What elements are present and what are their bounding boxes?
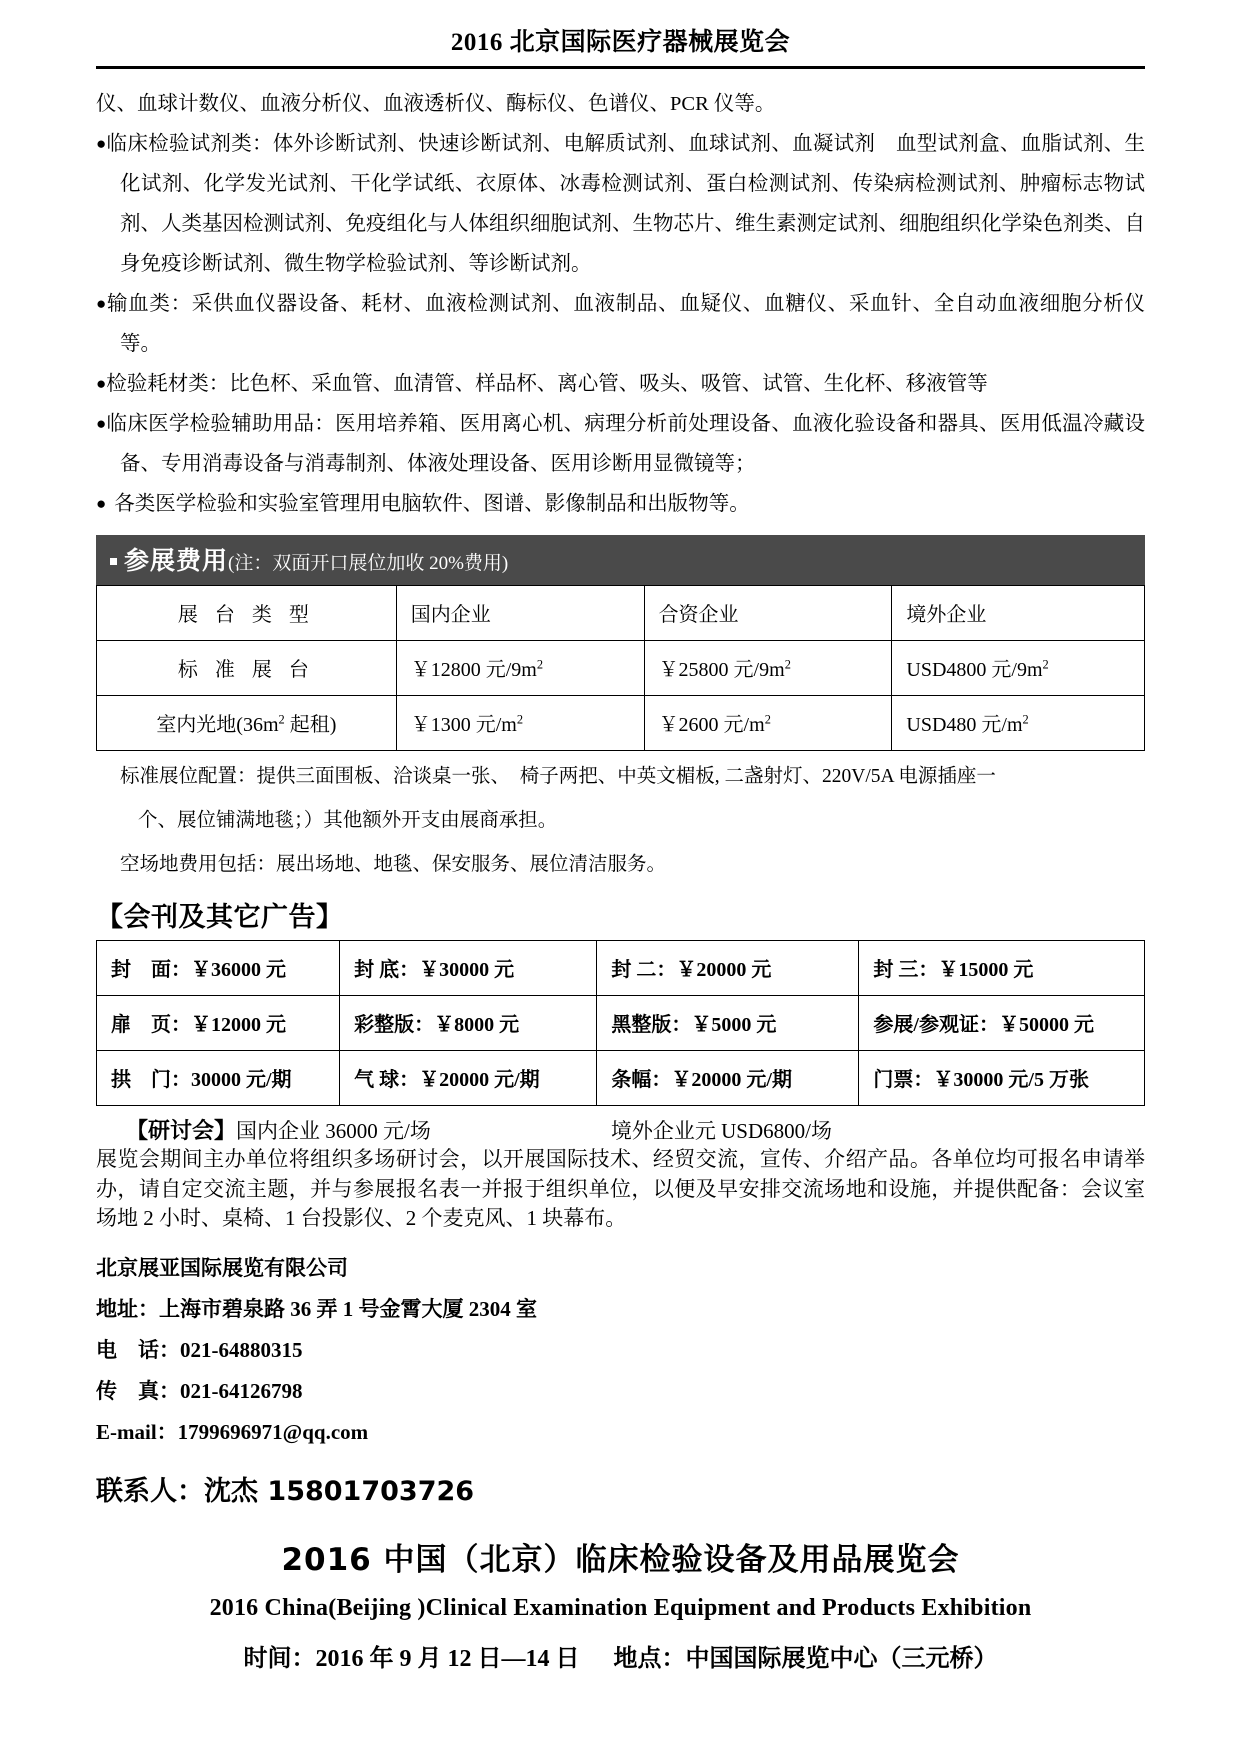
phone-label: 电 话： xyxy=(96,1338,180,1363)
address-label: 地址： xyxy=(96,1297,159,1322)
cell-superscript: 2 xyxy=(764,712,771,727)
bullet-marker-icon: ● xyxy=(96,133,107,153)
col-header-joint: 合资企业 xyxy=(644,585,892,640)
date-label: 时间： xyxy=(243,1645,316,1672)
footer-date-place xyxy=(96,1638,1145,1673)
fax-label: 传 真： xyxy=(96,1379,180,1404)
cell-ad-arch: 拱 门：30000 元/期 xyxy=(97,1050,340,1105)
continuation-line xyxy=(96,85,1145,125)
cell-superscript: 2 xyxy=(1022,712,1029,727)
document-header xyxy=(96,0,1145,58)
col-header-domestic: 国内企业 xyxy=(396,585,644,640)
table-row xyxy=(97,995,1145,1050)
bullet-marker-icon: ● xyxy=(96,293,107,313)
cell-booth-type-standard xyxy=(97,640,397,695)
bullet-marker-icon: ● xyxy=(96,493,115,513)
seminar-domestic-price: 国内企业 36000 元/场 xyxy=(236,1118,431,1143)
bullet-item-reagents xyxy=(96,125,1145,285)
continuation-text: 仪、血球计数仪、血液分析仪、血液透析仪、酶标仪、色谱仪、PCR 仪等。 xyxy=(96,93,776,115)
advertising-section-title: 【会刊及其它广告】 xyxy=(96,901,344,933)
cell-text: ￥2600 元/m xyxy=(658,714,765,737)
bullet-text: 各类医学检验和实验室管理用电脑软件、图谱、影像制品和出版物等。 xyxy=(114,492,750,515)
col-header-overseas: 境外企业 xyxy=(892,585,1145,640)
email-label: E-mail： xyxy=(96,1420,178,1445)
bullet-marker-icon: ● xyxy=(96,373,107,393)
cell-booth-type-raw-space xyxy=(97,695,397,750)
contact-person-phone: 15801703726 xyxy=(267,1475,475,1507)
contact-email xyxy=(96,1412,1145,1453)
table-row xyxy=(97,1050,1145,1105)
advertising-table xyxy=(96,940,1145,1106)
cell-superscript: 2 xyxy=(278,712,285,727)
cell-text-suffix: 起租) xyxy=(284,714,337,737)
fee-table xyxy=(96,585,1145,751)
table-row xyxy=(97,940,1145,995)
cell-superscript: 2 xyxy=(1042,657,1049,672)
col-header-booth-type xyxy=(97,585,397,640)
bullet-text: 临床医学检验辅助用品：医用培养箱、医用离心机、病理分析前处理设备、血液化验设备和器具、医用低温冷藏设备、专用消毒设备与消毒制剂、体液处理设备、医用诊断用显微镜等； xyxy=(106,412,1145,475)
cell-ad-balloon: 气 球：￥20000 元/期 xyxy=(340,1050,597,1105)
equipment-list-section xyxy=(96,85,1145,525)
seminar-paragraph: 展览会期间主办单位将组织多场研讨会，以开展国际技术、经贸交流，宣传、介绍产品。各单位均可报名申请举办，请自定交流主题，并与参展报名表一并报于组织单位，以便及早安排交流场地和设施，并提供配备：会议室场地 2 小时、桌椅、1 台投影仪、2 个麦克风、1 块幕布。 xyxy=(96,1146,1145,1231)
contact-person-label: 联系人： xyxy=(96,1475,204,1507)
cell-rawspace-overseas xyxy=(892,695,1145,750)
table-row xyxy=(97,695,1145,750)
place-label: 地点： xyxy=(613,1645,686,1672)
cell-text: ￥12800 元/9m xyxy=(410,659,537,682)
cell-ad-banner: 条幅：￥20000 元/期 xyxy=(597,1050,859,1105)
seminar-overseas-price: 境外企业元 USD6800/场 xyxy=(610,1118,832,1143)
booth-config-note-line2: 个、展位铺满地毯；）其他额外开支由展商承担。 xyxy=(138,809,558,831)
address-value: 上海市碧泉路 36 弄 1 号金霄大厦 2304 室 xyxy=(159,1297,537,1322)
bullet-item-auxiliary xyxy=(96,405,1145,485)
cell-text: ￥1300 元/m xyxy=(410,714,517,737)
raw-space-note: 空场地费用包括：展出场地、地毯、保安服务、展位清洁服务。 xyxy=(120,853,667,875)
footer-section xyxy=(96,1534,1145,1673)
cell-rawspace-joint xyxy=(644,695,892,750)
bullet-text: 检验耗材类：比色杯、采血管、血清管、样品杯、离心管、吸头、吸管、试管、生化杯、移液管等 xyxy=(106,372,988,395)
fee-section-bar xyxy=(96,535,1145,585)
contact-fax xyxy=(96,1371,1145,1412)
contact-address xyxy=(96,1289,1145,1330)
contact-section xyxy=(96,1248,1145,1508)
cell-ad-cover-inside-front: 封 二：￥20000 元 xyxy=(597,940,859,995)
cell-superscript: 2 xyxy=(536,657,544,672)
cell-ad-color-page: 彩整版：￥8000 元 xyxy=(340,995,597,1050)
date-value: 2016 年 9 月 12 日—14 日 xyxy=(315,1645,580,1672)
cell-superscript: 2 xyxy=(784,657,791,672)
cell-superscript: 2 xyxy=(516,712,524,727)
seminar-pricing-line xyxy=(96,1114,1145,1145)
bullet-item-consumables xyxy=(96,365,1145,405)
cell-text: 标 准 展 台 xyxy=(177,659,315,682)
cell-text: 室内光地(36m xyxy=(156,714,279,737)
cell-ad-cover-front: 封 面：￥36000 元 xyxy=(97,940,340,995)
fee-section-title: 参展费用 xyxy=(124,545,229,575)
cell-ad-cover-inside-back: 封 三：￥15000 元 xyxy=(859,940,1145,995)
cell-ad-badge: 参展/参观证：￥50000 元 xyxy=(859,995,1145,1050)
fax-value: 021-64126798 xyxy=(180,1379,303,1404)
table-header-row xyxy=(97,585,1145,640)
cell-ad-bw-page: 黑整版：￥5000 元 xyxy=(597,995,859,1050)
cell-ad-ticket: 门票：￥30000 元/5 万张 xyxy=(859,1050,1145,1105)
booth-config-note-line1: 标准展位配置：提供三面围板、洽谈桌一张、 椅子两把、中英文楣板, 二盏射灯、220V/5A 电源插座一 xyxy=(120,765,996,787)
contact-person-name: 沈杰 xyxy=(204,1475,258,1507)
cell-ad-title-page: 扉 页：￥12000 元 xyxy=(97,995,340,1050)
header-divider xyxy=(96,66,1145,69)
running-title: 2016 北京国际医疗器械展览会 xyxy=(450,29,791,56)
cell-text: 展 台 类 型 xyxy=(177,604,315,627)
bullet-text: 临床检验试剂类：体外诊断试剂、快速诊断试剂、电解质试剂、血球试剂、血凝试剂 血型试剂盒、血脂试剂、生化试剂、化学发光试剂、干化学试纸、衣原体、冰毒检测试剂、蛋白检测试剂、传染病检测试剂、肿瘤标志物试剂、人类基因检测试剂、免疫组化与人体组织细胞试剂、生物芯片、维生素测定试剂、细胞组织化学染色剂类、自身免疫诊断试剂、微生物学检验试剂、等诊断试剂。 xyxy=(106,132,1145,275)
contact-person-line xyxy=(96,1469,1145,1508)
cell-standard-joint xyxy=(644,640,892,695)
phone-value: 021-64880315 xyxy=(180,1338,303,1363)
square-bullet-icon xyxy=(110,558,117,565)
email-value: 1799696971@qq.com xyxy=(177,1420,369,1445)
bullet-item-software xyxy=(96,485,1145,525)
seminar-description xyxy=(96,1145,1145,1234)
seminar-label: 【研讨会】 xyxy=(126,1117,237,1143)
footer-title-cn: 2016 中国（北京）临床检验设备及用品展览会 xyxy=(281,1541,960,1578)
cell-ad-cover-back: 封 底：￥30000 元 xyxy=(340,940,597,995)
cell-text: ￥25800 元/9m xyxy=(658,659,785,682)
cell-standard-domestic xyxy=(396,640,644,695)
table-row xyxy=(97,640,1145,695)
bullet-marker-icon: ● xyxy=(96,413,107,433)
contact-phone xyxy=(96,1330,1145,1371)
bullet-text: 输血类：采供血仪器设备、耗材、血液检测试剂、血液制品、血疑仪、血糖仪、采血针、全自动血液细胞分析仪等。 xyxy=(106,292,1145,355)
cell-standard-overseas xyxy=(892,640,1145,695)
bullet-item-transfusion xyxy=(96,285,1145,365)
footer-title-en: 2016 China(Beijing )Clinical Examination Equipment and Products Exhibition xyxy=(209,1594,1032,1621)
fee-section-note: (注：双面开口展位加收 20%费用) xyxy=(228,552,509,574)
cell-text: USD4800 元/9m xyxy=(906,659,1043,682)
cell-text: USD480 元/m xyxy=(906,714,1023,737)
contact-company: 北京展亚国际展览有限公司 xyxy=(96,1256,348,1281)
cell-rawspace-domestic xyxy=(396,695,644,750)
place-value: 中国国际展览中心（三元桥） xyxy=(685,1645,998,1672)
